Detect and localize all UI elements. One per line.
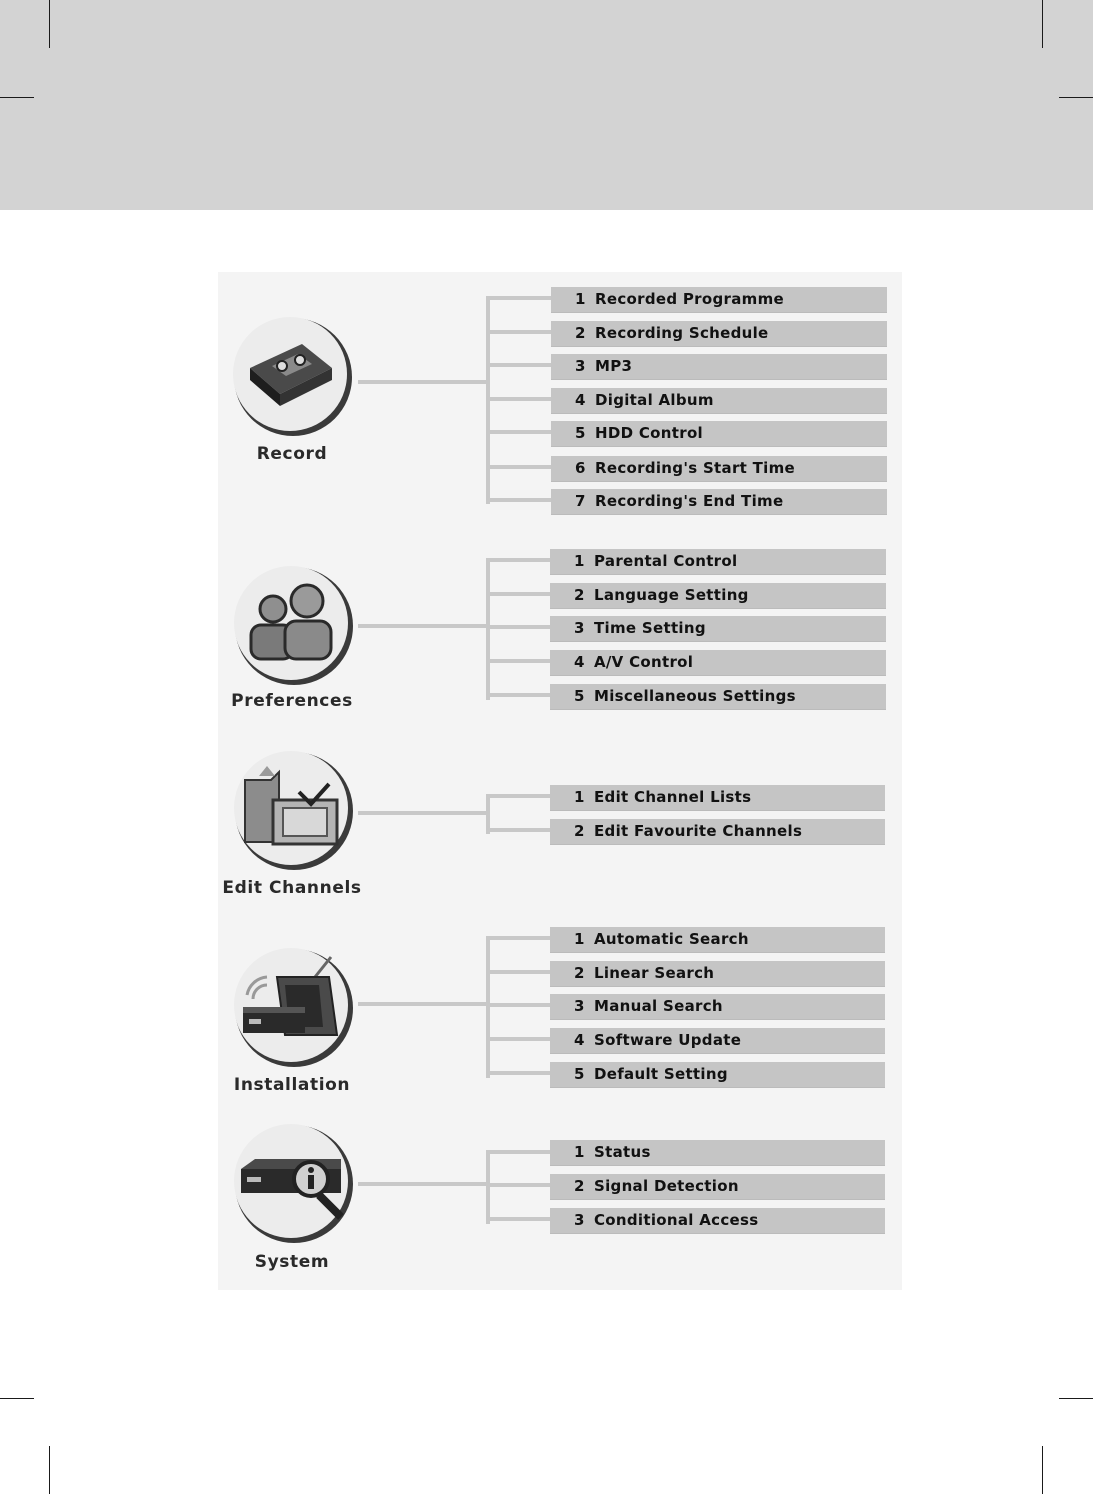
crop-mark bbox=[49, 1446, 50, 1494]
connector-line bbox=[486, 1150, 490, 1224]
connector-line bbox=[486, 1003, 550, 1007]
crop-mark bbox=[1059, 97, 1093, 98]
menu-item-label: Recording Schedule bbox=[595, 324, 769, 342]
connector-line bbox=[486, 693, 550, 697]
menu-item-automatic-search[interactable] bbox=[550, 927, 885, 952]
connector-line bbox=[486, 936, 490, 1078]
menu-item-label: Automatic Search bbox=[594, 930, 749, 948]
category-label: Installation bbox=[233, 1075, 351, 1095]
connector-line bbox=[486, 1183, 550, 1187]
connector-line bbox=[358, 380, 488, 384]
crop-mark bbox=[0, 97, 34, 98]
header-band bbox=[0, 0, 1093, 210]
menu-item-label: Signal Detection bbox=[594, 1177, 739, 1195]
menu-item-label: Digital Album bbox=[595, 391, 714, 409]
cassette-icon bbox=[232, 316, 354, 438]
menu-item-label: Miscellaneous Settings bbox=[594, 687, 796, 705]
menu-item-number: 6 bbox=[575, 459, 586, 477]
menu-item-label: HDD Control bbox=[595, 424, 703, 442]
crop-mark bbox=[1059, 1398, 1093, 1399]
connector-line bbox=[486, 625, 550, 629]
preferences-icon-badge bbox=[233, 565, 355, 687]
menu-item-label: Edit Channel Lists bbox=[594, 788, 752, 806]
connector-line bbox=[486, 1217, 550, 1221]
connector-line bbox=[358, 1182, 488, 1186]
crop-mark bbox=[0, 1398, 34, 1399]
connector-line bbox=[486, 363, 552, 367]
menu-item-digital-album[interactable] bbox=[551, 388, 887, 413]
category-label: Preferences bbox=[231, 691, 353, 711]
connector-line bbox=[486, 970, 550, 974]
menu-item-status[interactable] bbox=[550, 1140, 885, 1165]
menu-item-number: 3 bbox=[575, 357, 586, 375]
menu-item-mp3[interactable] bbox=[551, 354, 887, 379]
menu-item-number: 1 bbox=[575, 290, 586, 308]
menu-item-label: Language Setting bbox=[594, 586, 749, 604]
connector-line bbox=[358, 811, 488, 815]
system-icon-badge bbox=[233, 1123, 355, 1245]
connector-line bbox=[486, 794, 550, 798]
menu-item-label: Recording's End Time bbox=[595, 492, 784, 510]
menu-item-edit-favourite-channels[interactable] bbox=[550, 819, 885, 844]
crop-mark bbox=[49, 0, 50, 48]
connector-line bbox=[486, 397, 552, 401]
menu-item-number: 5 bbox=[575, 424, 586, 442]
connector-line bbox=[486, 592, 550, 596]
menu-item-number: 3 bbox=[574, 619, 585, 637]
receiver-info-icon bbox=[233, 1123, 355, 1245]
menu-item-conditional-access[interactable] bbox=[550, 1208, 885, 1233]
menu-item-number: 1 bbox=[574, 1143, 585, 1161]
connector-line bbox=[486, 558, 490, 700]
menu-item-number: 4 bbox=[574, 1031, 585, 1049]
menu-item-parental-control[interactable] bbox=[550, 549, 886, 574]
menu-item-linear-search[interactable] bbox=[550, 961, 885, 986]
menu-item-label: Time Setting bbox=[594, 619, 706, 637]
menu-item-number: 7 bbox=[575, 492, 586, 510]
menu-item-label: Conditional Access bbox=[594, 1211, 759, 1229]
menu-item-number: 5 bbox=[574, 687, 585, 705]
edit-channels-icon-badge bbox=[233, 750, 355, 872]
menu-item-label: MP3 bbox=[595, 357, 633, 375]
connector-line bbox=[486, 498, 552, 502]
connector-line bbox=[358, 1002, 488, 1006]
menu-item-number: 2 bbox=[574, 964, 585, 982]
menu-item-default-setting[interactable] bbox=[550, 1062, 885, 1087]
connector-line bbox=[486, 1037, 550, 1041]
category-label: System bbox=[254, 1252, 330, 1272]
category-label: Edit Channels bbox=[222, 878, 362, 898]
menu-item-label: Software Update bbox=[594, 1031, 742, 1049]
menu-item-time-setting[interactable] bbox=[550, 616, 886, 641]
connector-line bbox=[486, 430, 552, 434]
menu-item-recording-schedule[interactable] bbox=[551, 321, 887, 346]
menu-item-number: 3 bbox=[574, 997, 585, 1015]
crop-mark bbox=[1042, 0, 1043, 48]
connector-line bbox=[486, 1150, 550, 1154]
menu-item-number: 2 bbox=[574, 586, 585, 604]
connector-line bbox=[486, 558, 550, 562]
menu-item-number: 2 bbox=[574, 822, 585, 840]
menu-item-hdd-control[interactable] bbox=[551, 421, 887, 446]
connector-line bbox=[486, 828, 550, 832]
installation-icon-badge bbox=[233, 947, 355, 1069]
menu-item-number: 1 bbox=[574, 930, 585, 948]
category-label: Record bbox=[256, 444, 328, 464]
connector-line bbox=[486, 659, 550, 663]
menu-item-signal-detection[interactable] bbox=[550, 1174, 885, 1199]
menu-item-number: 3 bbox=[574, 1211, 585, 1229]
menu-item-label: Linear Search bbox=[594, 964, 715, 982]
edit-channels-icon bbox=[233, 750, 355, 872]
connector-line bbox=[486, 296, 552, 300]
crop-mark bbox=[1042, 1446, 1043, 1494]
menu-item-number: 1 bbox=[574, 552, 585, 570]
menu-item-number: 2 bbox=[575, 324, 586, 342]
menu-item-label: A/V Control bbox=[594, 653, 694, 671]
tv-receiver-icon bbox=[233, 947, 355, 1069]
menu-item-label: Manual Search bbox=[594, 997, 723, 1015]
menu-item-av-control[interactable] bbox=[550, 650, 886, 675]
connector-line bbox=[486, 330, 552, 334]
menu-item-label: Default Setting bbox=[594, 1065, 728, 1083]
connector-line bbox=[358, 624, 488, 628]
menu-item-miscellaneous-settings[interactable] bbox=[550, 684, 886, 709]
menu-item-recorded-programme[interactable] bbox=[551, 287, 887, 312]
menu-item-label: Status bbox=[594, 1143, 651, 1161]
menu-item-recording-end-time[interactable] bbox=[551, 489, 887, 514]
connector-line bbox=[486, 465, 552, 469]
connector-line bbox=[486, 936, 550, 940]
connector-line bbox=[486, 1071, 550, 1075]
menu-item-number: 4 bbox=[575, 391, 586, 409]
record-icon-badge bbox=[232, 316, 354, 438]
menu-item-label: Parental Control bbox=[594, 552, 738, 570]
menu-item-number: 1 bbox=[574, 788, 585, 806]
menu-item-edit-channel-lists[interactable] bbox=[550, 785, 885, 810]
menu-item-number: 5 bbox=[574, 1065, 585, 1083]
menu-item-label: Recorded Programme bbox=[595, 290, 784, 308]
menu-item-language-setting[interactable] bbox=[550, 583, 886, 608]
menu-item-label: Edit Favourite Channels bbox=[594, 822, 803, 840]
menu-item-manual-search[interactable] bbox=[550, 994, 885, 1019]
menu-item-label: Recording's Start Time bbox=[595, 459, 796, 477]
menu-item-software-update[interactable] bbox=[550, 1028, 885, 1053]
users-icon bbox=[233, 565, 355, 687]
menu-item-number: 4 bbox=[574, 653, 585, 671]
menu-item-number: 2 bbox=[574, 1177, 585, 1195]
menu-item-recording-start-time[interactable] bbox=[551, 456, 887, 481]
